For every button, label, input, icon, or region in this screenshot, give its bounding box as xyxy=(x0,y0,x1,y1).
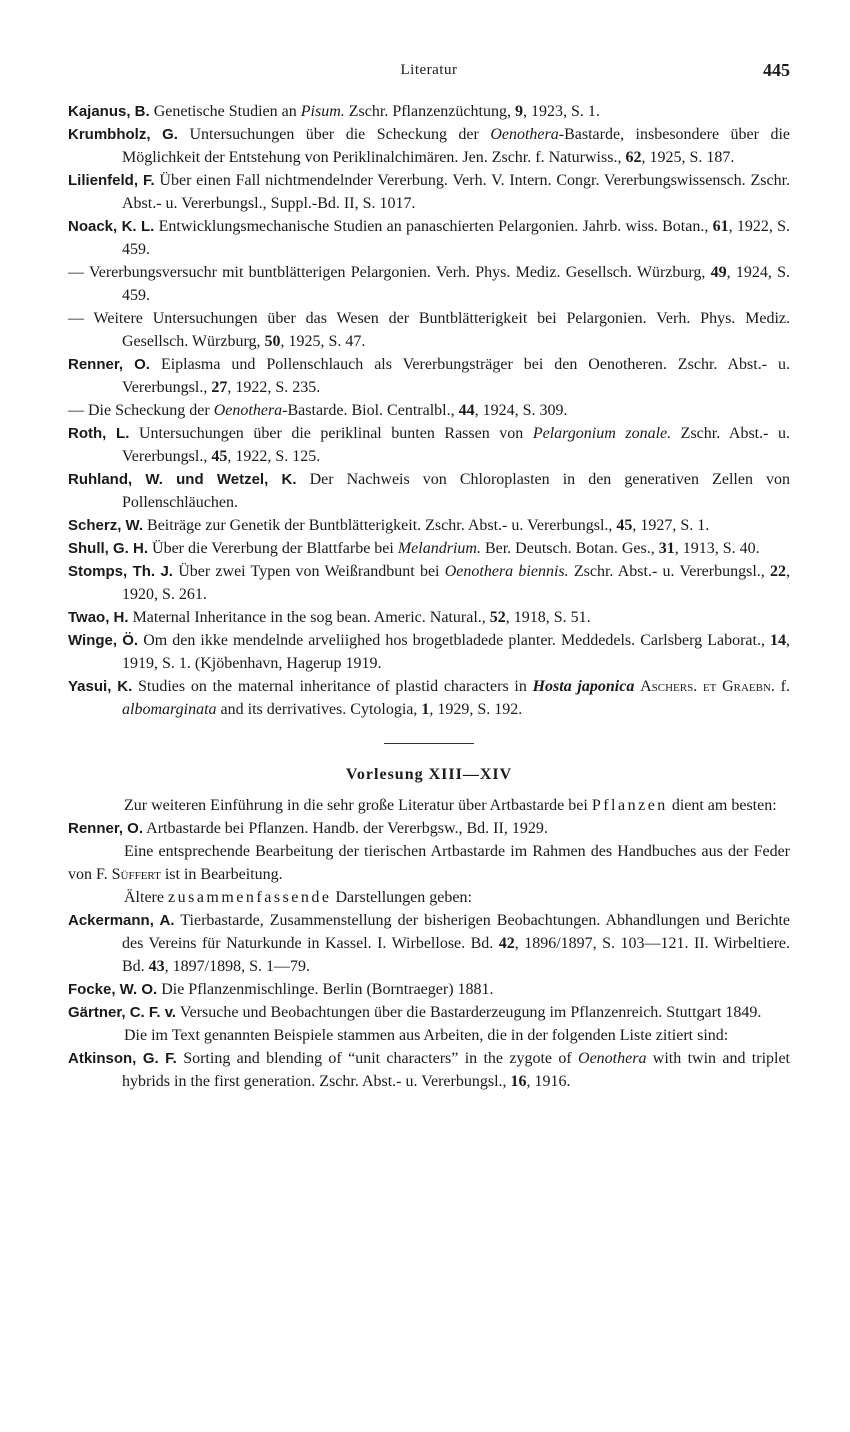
volume-number: 31 xyxy=(658,540,675,557)
volume-number: 42 xyxy=(498,935,515,952)
reference-entry xyxy=(68,560,790,606)
reference-entry xyxy=(68,422,790,468)
reference-text: -Bastarde, insbesondere über die Möglichkeit der Entstehung von Periklinalchimären. Jen. Zschr. f. Naturwiss., xyxy=(122,126,791,166)
reference-author: Focke, W. O. xyxy=(68,981,158,998)
volume-number: 1 xyxy=(421,701,430,718)
reference-text: , 1927, S. 1. xyxy=(632,517,710,534)
reference-text: Beiträge zur Genetik der Buntblätterigkeit. Zschr. Abst.- u. Vererbungsl., xyxy=(147,517,617,534)
reference-entry xyxy=(68,1001,790,1024)
ditto-dash: — xyxy=(68,310,84,327)
reference-entry xyxy=(68,100,790,123)
reference-list-lecture-xii xyxy=(68,100,790,675)
reference-author: Ackermann, A. xyxy=(68,912,175,929)
volume-number: 45 xyxy=(211,448,228,465)
reference-entry xyxy=(68,123,790,169)
reference-entry xyxy=(68,629,790,675)
reference-text: Eiplasma und Pollenschlauch als Vererbungsträger bei den Oenotheren. Zschr. Abst.- u. Vererbungsl., xyxy=(122,356,791,396)
reference-entry xyxy=(68,606,790,629)
reference-entry xyxy=(68,399,790,422)
reference-text: Über die Vererbung der Blattfarbe bei xyxy=(152,540,398,557)
reference-author: Gärtner, C. F. v. xyxy=(68,1004,177,1021)
reference-text: Tierbastarde, Zusammenstellung der bisherigen Beobachtungen. Abhandlungen und Berichte des Vereins für Naturkunde in Kassel. I. Wirbellose. Bd. xyxy=(122,912,791,952)
reference-entry-atkinson: Atkinson, G. F. Sorting and blending of “unit characters” in the zygote of Oenothera with twin and triplet hybrids in the first generation. Zschr. Abst.- u. Vererbungsl., 16, 1916. xyxy=(68,1050,791,1090)
reference-text: , 1920, S. 261. xyxy=(122,563,791,603)
reference-text: Über zwei Typen von Weißrandbunt bei xyxy=(178,563,445,580)
reference-text: Die Pflanzenmischlinge. Berlin (Borntraeger) 1881. xyxy=(161,981,494,998)
reference-text: Zschr. Abst.- u. Vererbungsl., xyxy=(568,563,771,580)
reference-text: , 1924, S. 459. xyxy=(122,264,790,304)
reference-author: Noack, K. L. xyxy=(68,218,155,235)
reference-text: , 1923, S. 1. xyxy=(522,103,600,120)
reference-author: Krumbholz, G. xyxy=(68,126,178,143)
volume-number: 61 xyxy=(712,218,729,235)
form-name: albomarginata xyxy=(122,701,217,718)
reference-list-older-works xyxy=(68,909,790,1024)
reference-author: Stomps, Th. J. xyxy=(68,563,173,580)
reference-entry-renner-2: Renner, O. Artbastarde bei Pflanzen. Handb. der Vererbgsw., Bd. II, 1929. xyxy=(68,820,548,837)
page-number: 445 xyxy=(763,60,790,80)
reference-text: , 1918, S. 51. xyxy=(505,609,591,626)
volume-number: 16 xyxy=(510,1073,527,1090)
reference-author: Winge, Ö. xyxy=(68,632,139,649)
reference-text: , 1925, S. 47. xyxy=(280,333,366,350)
reference-text: , 1922, S. 235. xyxy=(227,379,321,396)
italic-title: Oenothera xyxy=(213,402,283,419)
reference-text: , 1922, S. 459. xyxy=(122,218,791,258)
reference-author: Renner, O. xyxy=(68,820,144,837)
reference-text: Zschr. Pflanzenzüchtung, xyxy=(344,103,515,120)
italic-title: Melandrium. xyxy=(397,540,481,557)
running-title: Literatur xyxy=(400,62,458,78)
reference-entry xyxy=(68,514,790,537)
volume-number: 43 xyxy=(148,958,165,975)
bibliography-column xyxy=(68,100,790,1093)
volume-number: 44 xyxy=(458,402,475,419)
ditto-dash: — xyxy=(68,264,84,281)
reference-author: Shull, G. H. xyxy=(68,540,149,557)
volume-number: 49 xyxy=(710,264,727,281)
reference-entry xyxy=(68,169,790,215)
reference-entry-yasui: Yasui, K. Studies on the maternal inheritance of plastid characters in Hosta japonica Aschers. et Graebn. f. albomarginata and its derrivatives. Cytologia, 1, 1929, S. 192. xyxy=(68,678,790,718)
italic-title: Pelargonium zonale. xyxy=(532,425,672,442)
italic-title: Oenothera biennis. xyxy=(444,563,569,580)
reference-text: , 1924, S. 309. xyxy=(474,402,568,419)
species-name: Hosta japonica xyxy=(532,678,635,695)
reference-author: Atkinson, G. F. xyxy=(68,1050,177,1067)
volume-number: 14 xyxy=(770,632,787,649)
reference-text: Untersuchungen über die periklinal bunten Rassen von xyxy=(138,425,533,442)
reference-author: Kajanus, B. xyxy=(68,103,150,120)
reference-text: Über einen Fall nichtmendelnder Vererbung. Verh. V. Intern. Congr. Vererbungswissensch. Zschr. Abst.- u. Vererbungsl., Suppl.-Bd. II, S. 1017. xyxy=(122,172,791,212)
volume-number: 27 xyxy=(211,379,228,396)
reference-author: Yasui, K. xyxy=(68,678,133,695)
reference-entry xyxy=(68,215,790,261)
ditto-dash: — xyxy=(68,402,84,419)
reference-text: Vererbungsversuchr mit buntblätterigen Pelargonien. Verh. Phys. Mediz. Gesellsch. Würzburg, xyxy=(88,264,711,281)
reference-text: , 1925, S. 187. xyxy=(641,149,735,166)
reference-text: , 1913, S. 40. xyxy=(674,540,760,557)
reference-text: Weitere Untersuchungen über das Wesen der Buntblätterigkeit bei Pelargonien. Verh. Phys. Mediz. Gesellsch. Würzburg, xyxy=(93,310,791,350)
reference-author: Lilienfeld, F. xyxy=(68,172,155,189)
note-paragraph: Eine entsprechende Bearbeitung der tierischen Artbastarde im Rahmen des Handbuches aus der Feder von F. Süffert ist in Bearbeitung. xyxy=(68,843,790,883)
volume-number: 9 xyxy=(514,103,523,120)
reference-entry xyxy=(68,909,790,978)
reference-text: Der Nachweis von Chloroplasten in den generativen Zellen von Pollenschläuchen. xyxy=(122,471,791,511)
italic-title: Pisum. xyxy=(300,103,345,120)
reference-text: Om den ikke mendelnde arveliighed hos brogetbladede planter. Meddedels. Carlsberg Laborat., xyxy=(143,632,771,649)
italic-title: Oenothera xyxy=(490,126,559,143)
section-heading: Vorlesung XIII—XIV xyxy=(345,766,513,783)
intro-paragraph: Zur weiteren Einführung in die sehr große Literatur über Artbastarde bei Pflanzen dient am besten: xyxy=(124,797,777,814)
reference-text: Versuche und Beobachtungen über die Bastarderzeugung im Pflanzenreich. Stuttgart 1849. xyxy=(179,1004,762,1021)
volume-number: 22 xyxy=(770,563,787,580)
volume-number: 62 xyxy=(625,149,642,166)
volume-number: 45 xyxy=(616,517,633,534)
reference-author: Ruhland, W. und Wetzel, K. xyxy=(68,471,297,488)
reference-text: Zschr. Abst.- u. Vererbungsl., xyxy=(122,425,791,465)
reference-entry xyxy=(68,353,790,399)
reference-entry xyxy=(68,537,790,560)
reference-text: , 1922, S. 125. xyxy=(227,448,321,465)
genus-name: Oenothera xyxy=(578,1050,647,1067)
reference-entry xyxy=(68,307,790,353)
reference-author: Scherz, W. xyxy=(68,517,144,534)
reference-text: Genetische Studien an xyxy=(153,103,301,120)
author-citation: Aschers. et Graebn. xyxy=(640,678,775,695)
reference-text: Maternal Inheritance in the sog bean. Americ. Natural., xyxy=(132,609,490,626)
reference-entry xyxy=(68,468,790,514)
reference-text: Untersuchungen über die Scheckung der xyxy=(189,126,491,143)
examples-paragraph: Die im Text genannten Beispiele stammen aus Arbeiten, die in der folgenden Liste zitiert sind: xyxy=(124,1027,729,1044)
reference-text: Entwicklungsmechanische Studien an panaschierten Pelargonien. Jahrb. wiss. Botan., xyxy=(158,218,713,235)
reference-text: -Bastarde. Biol. Centralbl., xyxy=(282,402,459,419)
volume-number: 50 xyxy=(264,333,281,350)
reference-author: Twao, H. xyxy=(68,609,129,626)
section-divider xyxy=(384,743,474,744)
author-name: Süffert xyxy=(111,866,161,883)
reference-entry xyxy=(68,261,790,307)
volume-number: 52 xyxy=(489,609,506,626)
reference-text: Die Scheckung der xyxy=(88,402,214,419)
reference-author: Roth, L. xyxy=(68,425,130,442)
older-works-paragraph: Ältere zusammenfassende Darstellungen geben: xyxy=(124,889,472,906)
reference-text: Ber. Deutsch. Botan. Ges., xyxy=(480,540,659,557)
reference-text: , 1896/1897, S. 103—121. II. Wirbeltiere. Bd. xyxy=(122,935,791,975)
reference-text: , 1919, S. 1. (Kjöbenhavn, Hagerup 1919. xyxy=(122,632,791,672)
reference-text: , 1897/1898, S. 1—79. xyxy=(164,958,311,975)
reference-author: Renner, O. xyxy=(68,356,150,373)
page-header xyxy=(68,62,790,86)
reference-entry xyxy=(68,978,790,1001)
